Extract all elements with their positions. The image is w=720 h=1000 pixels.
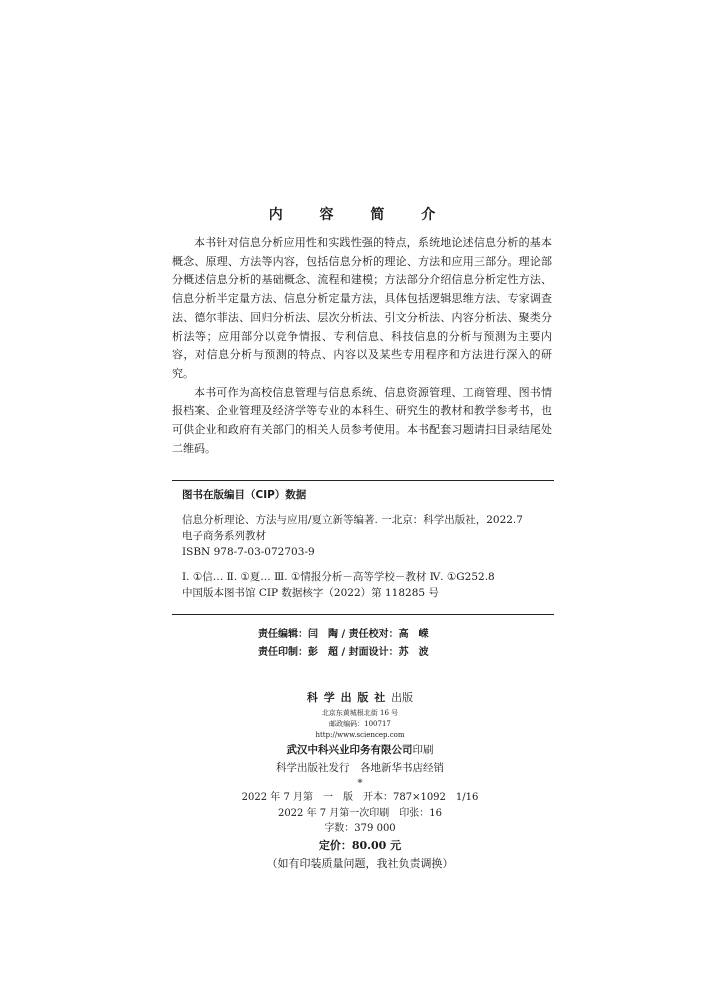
quality-note: （如有印装质量问题，我社负责调换） xyxy=(266,856,454,870)
cip-line-title: 信息分析理论、方法与应用/夏立新等编著. 一北京：科学出版社，2022.7 xyxy=(182,514,523,526)
publisher-postcode: 邮政编码：100717 xyxy=(329,720,391,728)
publish-word: 出版 xyxy=(391,691,414,704)
publisher-name: 科 学 出 版 社 xyxy=(306,691,387,704)
cip-line-isbn: ISBN 978-7-03-072703-9 xyxy=(182,546,315,558)
cip-line-classification: Ⅰ. ①信… Ⅱ. ①夏… Ⅲ. ①情报分析－高等学校－教材 Ⅳ. ①G252.8 xyxy=(182,571,495,583)
printer-name: 武汉中科兴业印务有限公司 xyxy=(286,744,413,756)
cip-spacer xyxy=(172,560,554,569)
staff-line-editor: 责任编辑：闫 陶 / 责任校对：高 嵘 xyxy=(258,629,429,640)
word-count-line: 字数：379 000 xyxy=(324,823,396,834)
cip-line-record: 中国版本图书馆 CIP 数据核字（2022）第 118285 号 xyxy=(182,587,439,599)
publisher-address: 北京东黄城根北街 16 号 xyxy=(321,709,399,717)
page-title: 内 容 简 介 xyxy=(268,207,452,223)
cip-data-block xyxy=(172,480,554,615)
book-introduction xyxy=(172,234,552,458)
price-line: 定价：80.00 元 xyxy=(318,838,402,852)
edition-line: 2022 年 7 月第 一 版 开本：787×1092 1/16 xyxy=(241,792,479,803)
publisher-website: http://www.sciencep.com xyxy=(315,731,405,739)
cip-line-series: 电子商务系列教材 xyxy=(182,530,266,542)
separator-star: * xyxy=(357,778,363,789)
printer-line xyxy=(0,741,720,759)
print-word: 印刷 xyxy=(412,744,434,756)
publication-info xyxy=(0,688,720,874)
distribution-line: 科学出版社发行 各地新华书店经销 xyxy=(276,762,444,774)
intro-paragraph-1: 本书针对信息分析应用性和实践性强的特点，系统地论述信息分析的基本概念、原理、方法等内容，包括信息分析的理论、方法和应用三部分。理论部分概述信息分析的基础概念、流程和建模；方法部分介绍信息分析定性方法、信息分析半定量方法、信息分析定量方法，具体包括逻辑思维方法、专家调查法、德尔菲法、回归分析法、层次分析法、引文分析法、内容分析法、聚类分析法等；应用部分以竞争情报、专利信息、科技信息的分析与预测为主要内容，对信息分析与预测的特点、内容以及某些专用程序和方法进行深入的研究。 xyxy=(172,236,552,380)
publisher-line xyxy=(0,688,720,708)
printing-line: 2022 年 7 月第一次印刷 印张：16 xyxy=(277,807,443,819)
cip-title: 图书在版编目（CIP）数据 xyxy=(182,489,307,501)
staff-credits xyxy=(258,626,518,662)
staff-line-printing: 责任印制：彭 超 / 封面设计：苏 波 xyxy=(258,647,429,658)
intro-paragraph-2: 本书可作为高校信息管理与信息系统、信息资源管理、工商管理、图书情报档案、企业管理及经济学等专业的本科生、研究生的教材和教学参考书，也可供企业和政府有关部门的相关人员参考使用。本书配套习题请扫目录结尾处二维码。 xyxy=(172,385,552,455)
